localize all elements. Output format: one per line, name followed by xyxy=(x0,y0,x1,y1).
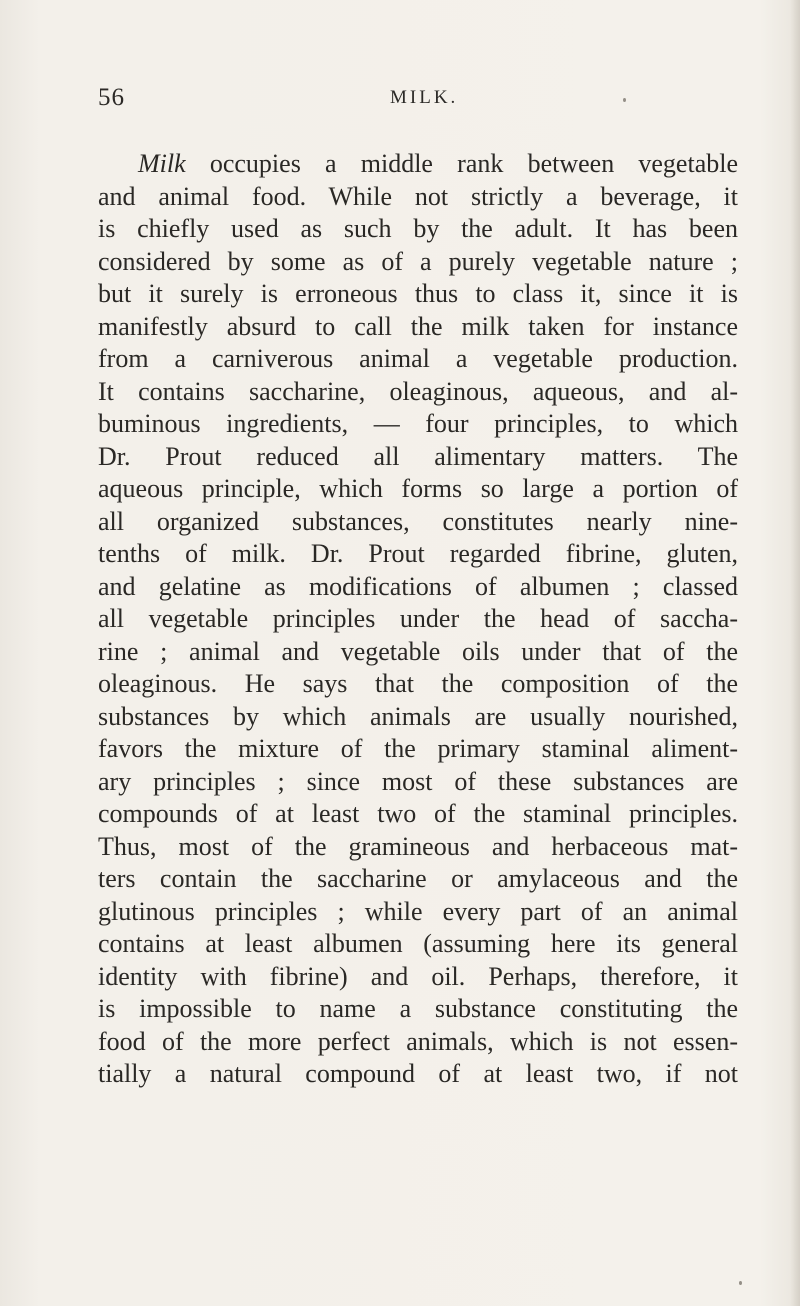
text-line: all organized substances, constitutes nearly nine- xyxy=(98,506,738,536)
text-line xyxy=(98,148,738,181)
text-line: tenths of milk. Dr. Prout regarded fibrine, gluten, xyxy=(98,539,738,568)
text-line: is impossible to name a substance constituting the xyxy=(98,994,738,1023)
text-line: oleaginous. He says that the composition of the xyxy=(98,669,738,698)
text-line: glutinous principles ; while every part of an animal xyxy=(98,896,738,926)
text-line: ters contain the saccharine or amylaceous and the xyxy=(98,864,738,893)
text-line: rine ; animal and vegetable oils under that of the xyxy=(98,636,738,666)
text-line: considered by some as of a purely vegetable nature ; xyxy=(98,246,738,276)
paper-speck xyxy=(623,98,626,102)
text-line: substances by which animals are usually nourished, xyxy=(98,701,738,731)
text-line: is chiefly used as such by the adult. It has been xyxy=(98,214,738,243)
page-number: 56 xyxy=(98,84,125,111)
text-line: contains at least albumen (assuming here its general xyxy=(98,929,738,958)
page-edge-shadow xyxy=(790,0,800,1306)
running-title: MILK. xyxy=(390,87,459,108)
text-line: identity with fibrine) and oil. Perhaps, therefore, it xyxy=(98,961,738,991)
text-line: favors the mixture of the primary staminal aliment- xyxy=(98,734,738,763)
running-head xyxy=(98,84,738,120)
text-line: Dr. Prout reduced all alimentary matters. The xyxy=(98,441,738,471)
text-line: from a carniverous animal a vegetable production. xyxy=(98,344,738,373)
text-line: aqueous principle, which forms so large a portion of xyxy=(98,474,738,503)
text-line: all vegetable principles under the head of saccha- xyxy=(98,604,738,633)
text-line: Thus, most of the gramineous and herbaceous mat- xyxy=(98,831,738,861)
text-line: ary principles ; since most of these substances are xyxy=(98,766,738,796)
text-line: It contains saccharine, oleaginous, aqueous, and al- xyxy=(98,376,738,406)
text-line: and animal food. While not strictly a beverage, it xyxy=(98,181,738,211)
body-paragraph xyxy=(98,148,738,1091)
italic-lead-word: Milk xyxy=(138,149,186,178)
paper-speck xyxy=(739,1281,742,1285)
text-line-rest: occupies a middle rank between vegetable xyxy=(185,149,738,178)
text-line: buminous ingredients, — four principles, to which xyxy=(98,409,738,438)
text-line: tially a natural compound of at least two, if not xyxy=(98,1059,738,1088)
text-line: manifestly absurd to call the milk taken for instance xyxy=(98,311,738,341)
text-line: food of the more perfect animals, which is not essen- xyxy=(98,1026,738,1056)
text-line: and gelatine as modifications of albumen ; classed xyxy=(98,571,738,601)
text-line: compounds of at least two of the staminal principles. xyxy=(98,799,738,828)
text-line: but it surely is erroneous thus to class it, since it is xyxy=(98,279,738,308)
